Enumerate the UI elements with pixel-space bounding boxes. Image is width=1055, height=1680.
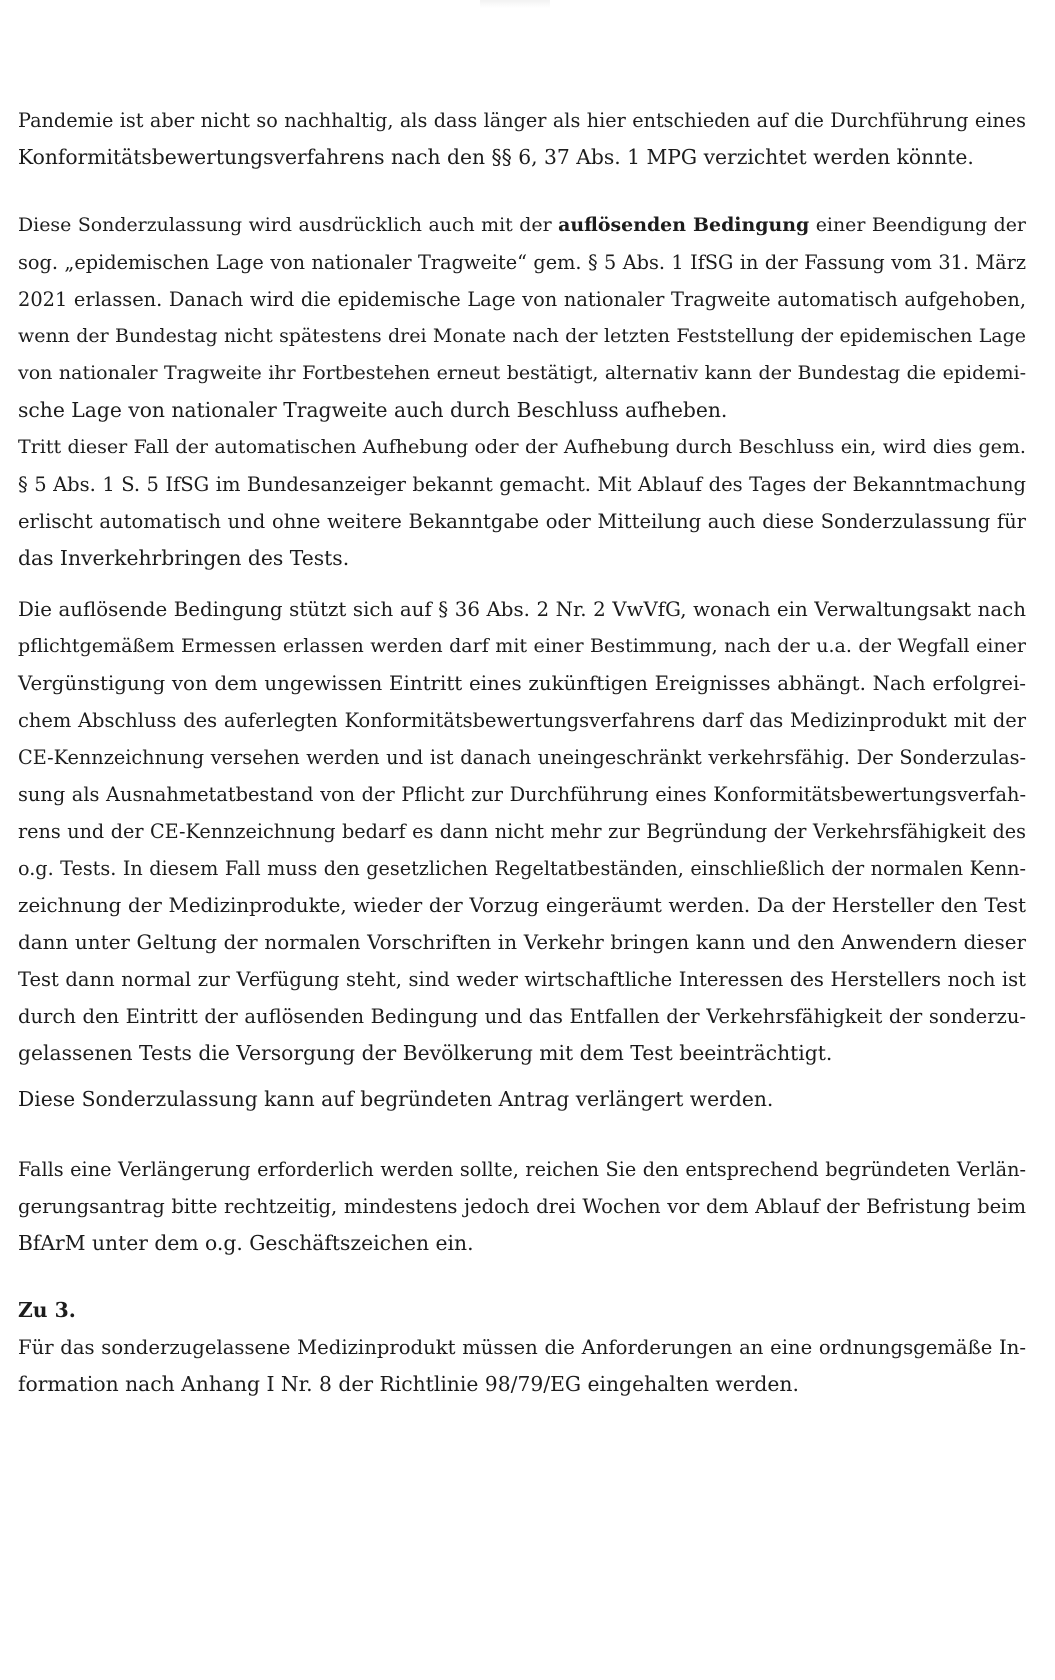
text-line: formation nach Anhang I Nr. 8 der Richtlinie 98/79/EG eingehalten werden.: [18, 1372, 799, 1396]
text-line: [18, 207, 1026, 244]
text-line: pflichtgemäßem Ermessen erlassen werden darf mit einer Bestimmung, nach der u.a. der Wegfall einer: [18, 635, 1026, 657]
text-line: o.g. Tests. In diesem Fall muss den gesetzlichen Regeltatbeständen, einschließlich der normalen Kenn-: [18, 857, 1026, 880]
text-line: Tritt dieser Fall der automatischen Aufhebung oder der Aufhebung durch Beschluss ein, wird dies gem.: [18, 436, 1026, 458]
text-line: zeichnung der Medizinprodukte, wieder der Vorzug eingeräumt werden. Da der Hersteller den Test: [18, 894, 1026, 917]
section-heading: Zu 3.: [18, 1298, 76, 1322]
text-line: durch den Eintritt der auflösenden Bedingung und das Entfallen der Verkehrsfähigkeit der sonderzu-: [18, 1005, 1026, 1028]
scan-artifact: [480, 0, 550, 8]
text-line: Diese Sonderzulassung kann auf begründeten Antrag verlängert werden.: [18, 1087, 774, 1111]
paragraph-5: [18, 1151, 1026, 1262]
text-line: gerungsantrag bitte rechtzeitig, mindestens jedoch drei Wochen vor dem Ablauf der Befristung beim: [18, 1195, 1026, 1218]
paragraph-4: [18, 1081, 1026, 1118]
text-line: Test dann normal zur Verfügung steht, sind weder wirtschaftliche Interessen des Herstellers noch ist: [18, 968, 1026, 991]
text-line: § 5 Abs. 1 S. 5 IfSG im Bundesanzeiger bekannt gemacht. Mit Ablauf des Tages der Bekanntmachung: [18, 473, 1026, 496]
text-line: chem Abschluss des auferlegten Konformitätsbewertungsverfahrens darf das Medizinprodukt mit der: [18, 709, 1026, 732]
text-line: sung als Ausnahmetatbestand von der Pflicht zur Durchführung eines Konformitätsbewertungsverfah-: [18, 783, 1026, 806]
text-line: Falls eine Verlängerung erforderlich werden sollte, reichen Sie den entsprechend begründeten Verlän-: [18, 1158, 1026, 1181]
text-line: rens und der CE-Kennzeichnung bedarf es dann nicht mehr zur Begründung der Verkehrsfähigkeit des: [18, 820, 1026, 843]
paragraph-1: [18, 102, 1026, 176]
paragraph-2: [18, 207, 1026, 577]
text-line: sog. „epidemischen Lage von nationaler Tragweite“ gem. § 5 Abs. 1 IfSG in der Fassung vom 31. März: [18, 251, 1026, 274]
section-zu-3: [18, 1292, 1026, 1403]
text-line: dann unter Geltung der normalen Vorschriften in Verkehr bringen kann und den Anwendern dieser: [18, 931, 1026, 954]
paragraph-3: [18, 591, 1026, 1072]
text-line: Pandemie ist aber nicht so nachhaltig, als dass länger als hier entschieden auf die Durchführung eines: [18, 109, 1026, 132]
text-line: BfArM unter dem o.g. Geschäftszeichen ein.: [18, 1231, 474, 1255]
text-line: Vergünstigung von dem ungewissen Eintritt eines zukünftigen Ereignisses abhängt. Nach erfolgrei-: [18, 672, 1026, 695]
text-line: wenn der Bundestag nicht spätestens drei Monate nach der letzten Feststellung der epidemischen Lage: [18, 325, 1026, 347]
text-run: Diese Sonderzulassung wird ausdrücklich auch mit der: [18, 214, 559, 236]
text-line: erlischt automatisch und ohne weitere Bekanntgabe oder Mitteilung auch diese Sonderzulassung für: [18, 510, 1026, 533]
text-line: Die auflösende Bedingung stützt sich auf § 36 Abs. 2 Nr. 2 VwVfG, wonach ein Verwaltungsakt nach: [18, 598, 1026, 621]
text-run: einer Beendigung der: [809, 214, 1026, 236]
text-line: das Inverkehrbringen des Tests.: [18, 546, 350, 570]
text-line: CE-Kennzeichnung versehen werden und ist danach uneingeschränkt verkehrsfähig. Der Sonderzulas-: [18, 746, 1026, 769]
text-line: sche Lage von nationaler Tragweite auch durch Beschluss aufheben.: [18, 398, 728, 422]
bold-term: auflösenden Bedingung: [558, 214, 810, 236]
text-line: Für das sonderzugelassene Medizinprodukt müssen die Anforderungen an eine ordnungsgemäße In-: [18, 1336, 1026, 1359]
text-line: 2021 erlassen. Danach wird die epidemische Lage von nationaler Tragweite automatisch aufgehoben,: [18, 288, 1026, 311]
text-line: Konformitätsbewertungsverfahrens nach den §§ 6, 37 Abs. 1 MPG verzichtet werden könnte.: [18, 145, 974, 169]
text-line: von nationaler Tragweite ihr Fortbestehen erneut bestätigt, alternativ kann der Bundestag die epidemi-: [18, 362, 1026, 384]
text-line: gelassenen Tests die Versorgung der Bevölkerung mit dem Test beeinträchtigt.: [18, 1041, 833, 1065]
